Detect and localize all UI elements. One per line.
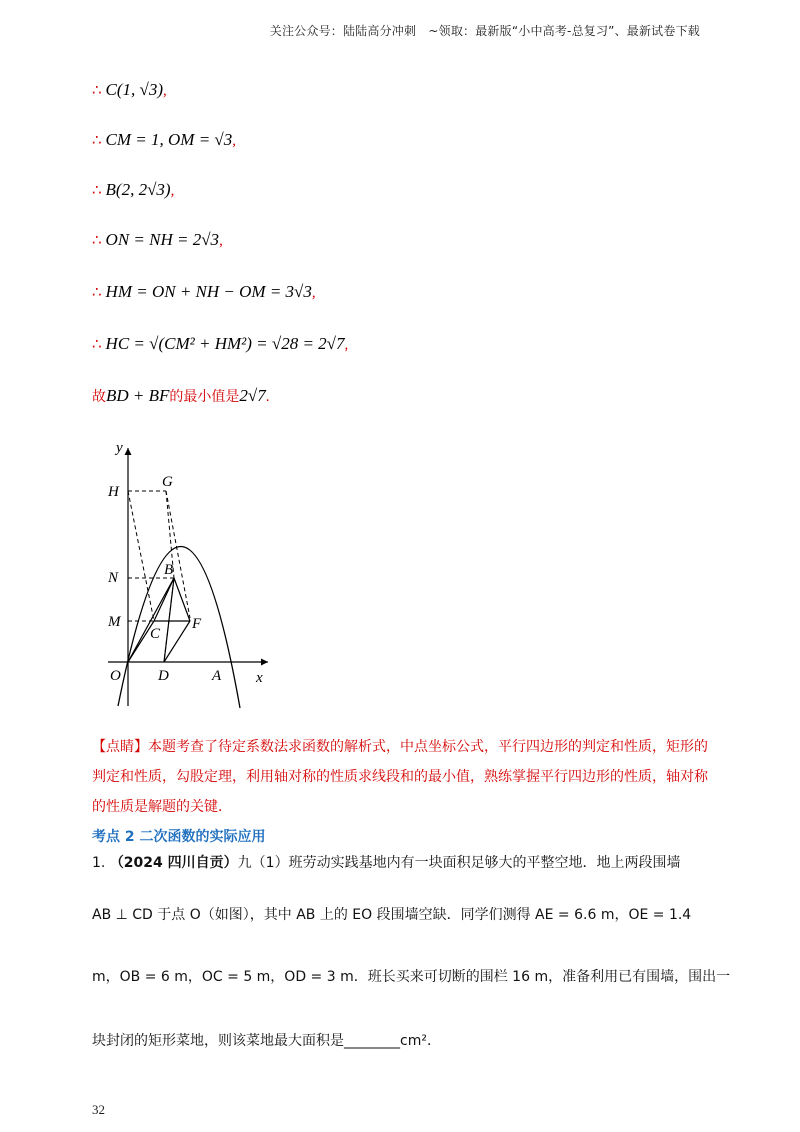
conclusion-expression: BD + BF bbox=[106, 386, 170, 405]
geometry-figure bbox=[88, 436, 288, 722]
label-x: x bbox=[256, 670, 263, 686]
label-D: D bbox=[158, 668, 169, 684]
label-y: y bbox=[116, 440, 123, 456]
conclusion-middle: 的最小值是 bbox=[169, 389, 240, 405]
solution-step-1 bbox=[92, 80, 167, 100]
question-line-1 bbox=[92, 852, 681, 872]
label-G: G bbox=[162, 474, 173, 490]
question-source: （2024 四川自贡） bbox=[109, 855, 238, 871]
step-expression: HC = √(CM² + HM²) = √28 = 2√7 bbox=[105, 334, 345, 353]
label-H: H bbox=[108, 484, 119, 500]
therefore-symbol: ∴ bbox=[92, 283, 102, 301]
therefore-symbol: ∴ bbox=[92, 131, 102, 149]
label-M: M bbox=[108, 614, 121, 630]
label-A: A bbox=[212, 668, 222, 684]
step-end: , bbox=[170, 183, 175, 199]
label-N: N bbox=[108, 570, 119, 586]
dianjing-note: 【点睛】本题考查了待定系数法求函数的解析式，中点坐标公式，平行四边形的判定和性质，矩形的判定和性质，勾股定理，利用轴对称的性质求线段和的最小值，熟练掌握平行四边形的性质，轴对称的性质是解题的关键． bbox=[92, 739, 708, 815]
parabola-diagram bbox=[88, 436, 288, 718]
step-expression: ON = NH = 2√3 bbox=[105, 230, 220, 249]
question-line-4: 块封闭的矩形菜地，则该菜地最大面积是________cm²． bbox=[92, 1033, 441, 1049]
page-header: 关注公众号：陆陆高分冲刺 ~领取：最新版“小中高考-总复习”、最新试卷下载 bbox=[269, 24, 700, 38]
step-end: , bbox=[163, 83, 167, 99]
solution-step-2 bbox=[92, 130, 236, 150]
label-B: B bbox=[164, 562, 174, 578]
step-end: , bbox=[232, 133, 237, 149]
conclusion-end: . bbox=[265, 389, 270, 405]
solution-step-3 bbox=[92, 180, 174, 200]
therefore-symbol: ∴ bbox=[92, 81, 102, 99]
conclusion bbox=[92, 386, 270, 406]
therefore-symbol: ∴ bbox=[92, 335, 102, 353]
parabola-curve bbox=[118, 546, 240, 708]
solid-segments bbox=[128, 578, 190, 662]
solution-step-5 bbox=[92, 282, 316, 302]
label-O: O bbox=[110, 668, 121, 684]
solution-step-6 bbox=[92, 334, 348, 354]
section-heading: 考点 2 二次函数的实际应用 bbox=[92, 829, 266, 845]
solution-step-4 bbox=[92, 230, 223, 250]
question-text-1: 九（1）班劳动实践基地内有一块面积足够大的平整空地．地上两段围墙 bbox=[237, 855, 681, 871]
question-line-2: AB ⊥ CD 于点 O（如图），其中 AB 上的 EO 段围墙空缺．同学们测得 AE = 6.6 m，OE = 1.4 bbox=[92, 907, 692, 923]
question-line-3: m，OB = 6 m，OC = 5 m，OD = 3 m．班长买来可切断的围栏 16 m，准备利用已有围墙，围出一 bbox=[92, 969, 731, 985]
step-expression: HM = ON + NH − OM = 3√3 bbox=[105, 282, 312, 301]
conclusion-prefix: 故 bbox=[92, 389, 106, 405]
label-C: C bbox=[150, 626, 161, 642]
step-expression: C(1, √3) bbox=[105, 80, 164, 99]
therefore-symbol: ∴ bbox=[92, 231, 102, 249]
conclusion-value: 2√7 bbox=[239, 386, 266, 405]
label-F: F bbox=[192, 616, 202, 632]
therefore-symbol: ∴ bbox=[92, 181, 102, 199]
step-expression: B(2, 2√3) bbox=[105, 180, 171, 199]
step-expression: CM = 1, OM = √3 bbox=[105, 130, 233, 149]
step-end: , bbox=[344, 337, 349, 353]
step-end: , bbox=[311, 285, 316, 301]
page-number: 32 bbox=[92, 1102, 105, 1117]
step-end: , bbox=[219, 233, 223, 249]
question-number: 1. bbox=[92, 855, 106, 871]
